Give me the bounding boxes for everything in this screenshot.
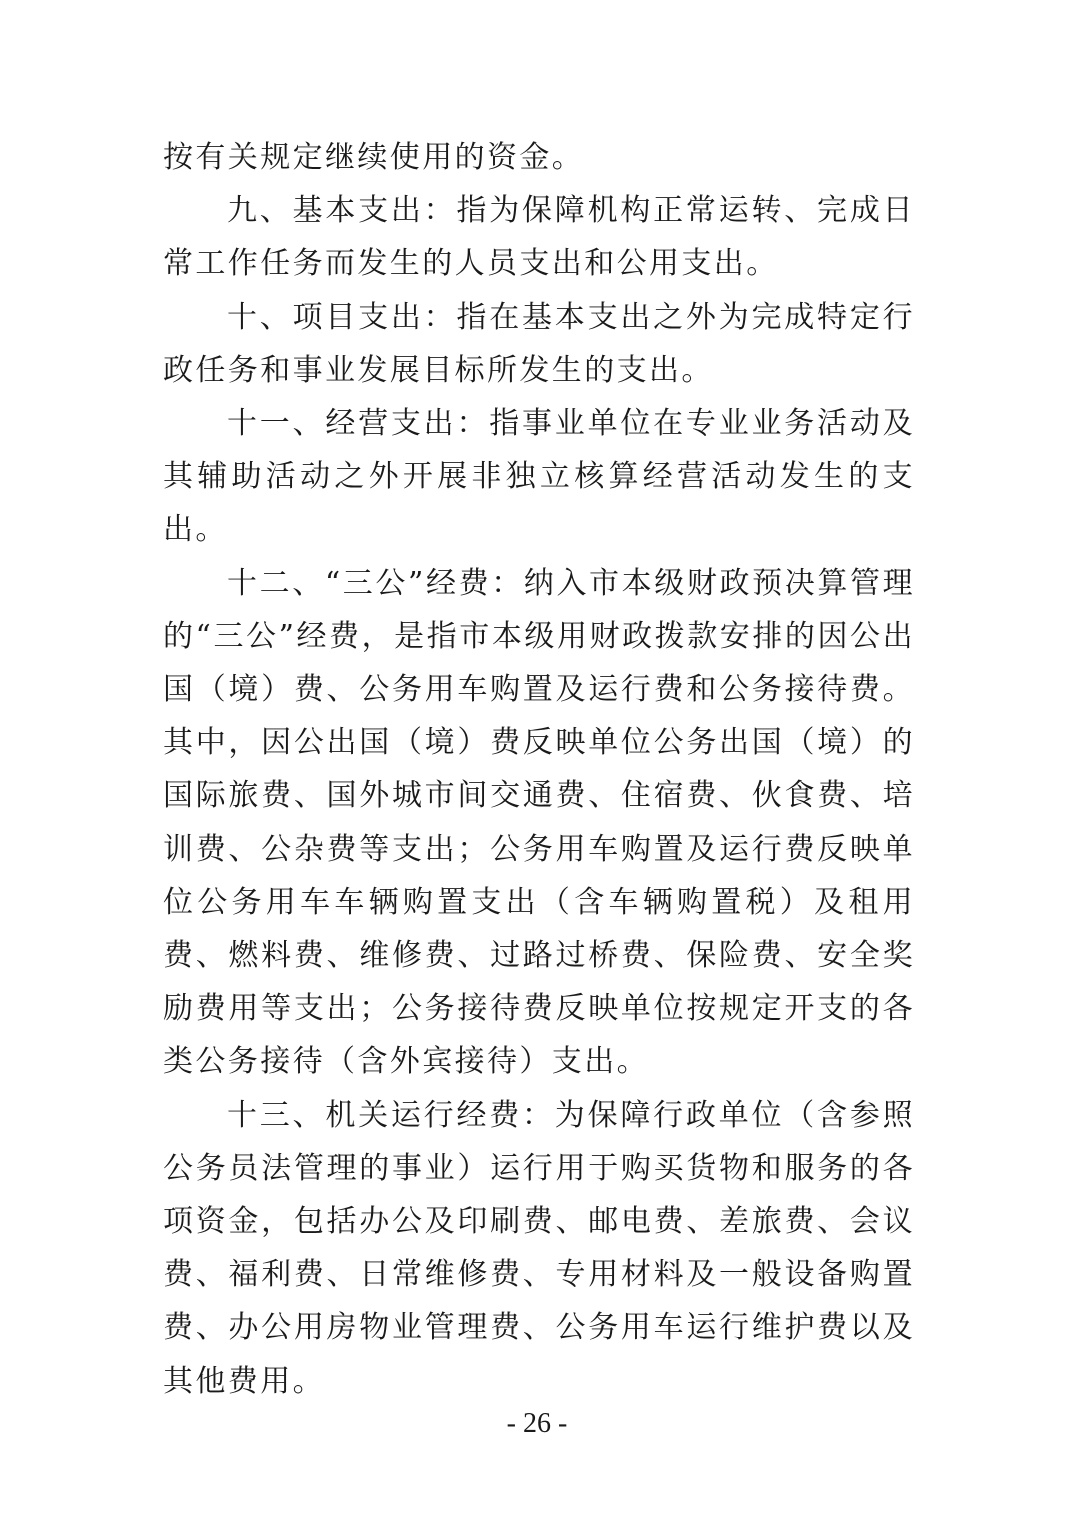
paragraph-basic-expenditure: 九、基本支出：指为保障机构正常运转、完成日常工作任务而发生的人员支出和公用支出。 <box>163 193 915 282</box>
paragraph-three-public-expenses: 十二、“三公”经费：纳入市本级财政预决算管理的“三公”经费，是指市本级用财政拨款安排的因公出国（境）费、公务用车购置及运行费和公务接待费。其中，因公出国（境）费反映单位公务出国（境）的国际旅费、国外城市间交通费、住宿费、伙食费、培训费、公杂费等支出；公务用车购置及运行费反映单位公务用车车辆购置支出（含车辆购置税）及租用费、燃料费、维修费、过路过桥费、保险费、安全奖励费用等支出；公务接待费反映单位按规定开支的各类公务接待（含外宾接待）支出。 <box>163 565 915 1080</box>
paragraph-project-expenditure: 十、项目支出：指在基本支出之外为完成特定行政任务和事业发展目标所发生的支出。 <box>163 299 915 388</box>
body-text <box>163 131 915 1408</box>
page-number: - 26 - <box>506 1408 568 1439</box>
paragraph-continuation: 按有关规定继续使用的资金。 <box>163 140 585 175</box>
paragraph-operating-expenditure: 十一、经营支出：指事业单位在专业业务活动及其辅助活动之外开展非独立核算经营活动发生的支出。 <box>163 406 915 548</box>
paragraph-agency-operating-funds: 十三、机关运行经费：为保障行政单位（含参照公务员法管理的事业）运行用于购买货物和服务的各项资金，包括办公及印刷费、邮电费、差旅费、会议费、福利费、日常维修费、专用材料及一般设备购置费、办公用房物业管理费、公务用车运行维护费以及其他费用。 <box>163 1097 915 1399</box>
